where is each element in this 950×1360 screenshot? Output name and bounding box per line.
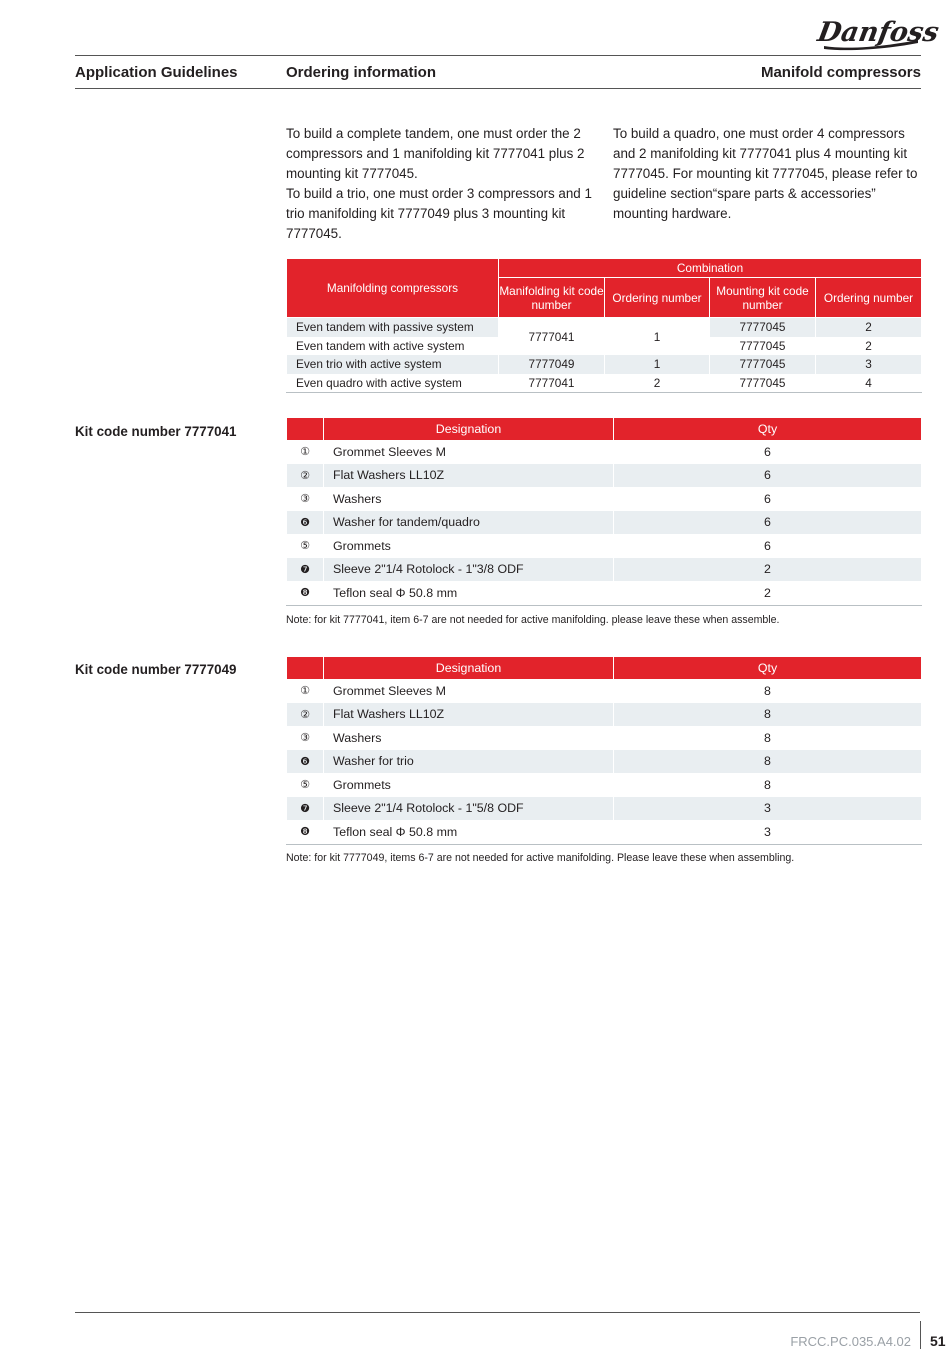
- table-row: [287, 440, 922, 464]
- item-designation: Washer for tandem/quadro: [324, 511, 614, 535]
- kit1-title: Kit code number 7777041: [75, 424, 237, 439]
- mounting-kit-cell: 7777045: [710, 337, 816, 356]
- item-designation: Flat Washers LL10Z: [324, 464, 614, 488]
- item-designation: Sleeve 2"1/4 Rotolock - 1"3/8 ODF: [324, 558, 614, 582]
- footer-rule: [75, 1312, 920, 1313]
- item-designation: Washers: [324, 726, 614, 750]
- table-row: [287, 679, 922, 703]
- kit1-note: Note: for kit 7777041, item 6-7 are not needed for active manifolding. please leave these when assemble.: [286, 614, 780, 626]
- ordering-number-cell: 1: [605, 355, 710, 374]
- mounting-kit-cell: 7777045: [710, 318, 816, 337]
- kit-code-cell: 7777049: [499, 355, 605, 374]
- table-row: [287, 464, 922, 488]
- table-row: [287, 487, 922, 511]
- header-bottom-rule: [75, 88, 921, 89]
- item-qty: 8: [614, 703, 922, 727]
- item-number: ③: [287, 726, 324, 750]
- table-row: [287, 511, 922, 535]
- item-number: ❽: [287, 581, 324, 605]
- kit2-title: Kit code number 7777049: [75, 662, 237, 677]
- kit1-header-row: [287, 418, 922, 440]
- table-row: [287, 703, 922, 727]
- designation-header: Designation: [324, 657, 614, 679]
- item-number: ①: [287, 440, 324, 464]
- kit1-table: [286, 418, 922, 606]
- number-header: [287, 657, 324, 679]
- table-row: [287, 581, 922, 605]
- intro-tandem-text: To build a complete tandem, one must order the 2 compressors and 1 manifolding kit 7777041 plus 2 mounting kit 7777045.: [286, 126, 585, 181]
- mounting-ordering-cell: 4: [816, 374, 922, 393]
- table-row: [287, 750, 922, 774]
- combination-label: Even trio with active system: [287, 355, 499, 374]
- item-qty: 2: [614, 558, 922, 582]
- kit2-table: [286, 657, 922, 845]
- item-qty: 8: [614, 750, 922, 774]
- item-designation: Teflon seal Φ 50.8 mm: [324, 820, 614, 844]
- number-header: [287, 418, 324, 440]
- mounting-kit-cell: 7777045: [710, 374, 816, 393]
- item-qty: 8: [614, 679, 922, 703]
- item-number: ❼: [287, 558, 324, 582]
- item-designation: Sleeve 2"1/4 Rotolock - 1"5/8 ODF: [324, 797, 614, 821]
- item-qty: 6: [614, 511, 922, 535]
- intro-trio-text: To build a trio, one must order 3 compressors and 1 trio manifolding kit 7777049 plus 3 mounting kit 7777045.: [286, 186, 592, 241]
- mounting-ordering-header: Ordering number: [816, 278, 922, 318]
- manifolding-compressors-header: Manifolding compressors: [287, 259, 499, 318]
- table-row: [287, 558, 922, 582]
- item-qty: 3: [614, 820, 922, 844]
- header-top-rule: [75, 55, 921, 56]
- footer-divider: [920, 1321, 921, 1349]
- kit-code-cell: 7777041: [499, 374, 605, 393]
- item-designation: Washer for trio: [324, 750, 614, 774]
- combination-label: Even tandem with active system: [287, 337, 499, 356]
- item-designation: Washers: [324, 487, 614, 511]
- item-designation: Flat Washers LL10Z: [324, 703, 614, 727]
- item-number: ❽: [287, 820, 324, 844]
- item-qty: 8: [614, 773, 922, 797]
- item-number: ③: [287, 487, 324, 511]
- ordering-number-header: Ordering number: [605, 278, 710, 318]
- mounting-ordering-cell: 3: [816, 355, 922, 374]
- combination-label: Even tandem with passive system: [287, 318, 499, 337]
- header-topic-title: Ordering information: [286, 64, 436, 81]
- footer-doc-code: FRCC.PC.035.A4.02: [790, 1334, 911, 1349]
- ordering-number-cell: 2: [605, 374, 710, 393]
- item-number: ❼: [287, 797, 324, 821]
- ordering-number-cell: 1: [605, 318, 710, 356]
- table-row: [287, 355, 922, 374]
- page-number: 51: [930, 1333, 946, 1349]
- table-row: [287, 726, 922, 750]
- kit-code-cell: 7777041: [499, 318, 605, 356]
- table-row: [287, 820, 922, 844]
- item-qty: 6: [614, 440, 922, 464]
- qty-header: Qty: [614, 657, 922, 679]
- combination-table: [286, 258, 922, 393]
- combination-header-row: [287, 259, 922, 278]
- mounting-ordering-cell: 2: [816, 318, 922, 337]
- header-product-title: Manifold compressors: [760, 64, 921, 81]
- table-row: [287, 318, 922, 337]
- item-designation: Grommet Sleeves M: [324, 440, 614, 464]
- table-row: [287, 773, 922, 797]
- item-qty: 2: [614, 581, 922, 605]
- item-number: ②: [287, 703, 324, 727]
- item-designation: Grommets: [324, 534, 614, 558]
- item-designation: Teflon seal Φ 50.8 mm: [324, 581, 614, 605]
- combination-label: Even quadro with active system: [287, 374, 499, 393]
- table-row: [287, 797, 922, 821]
- item-qty: 6: [614, 534, 922, 558]
- item-number: ②: [287, 464, 324, 488]
- danfoss-logo: [815, 10, 942, 52]
- kit2-header-row: [287, 657, 922, 679]
- qty-header: Qty: [614, 418, 922, 440]
- mounting-kit-cell: 7777045: [710, 355, 816, 374]
- item-qty: 6: [614, 464, 922, 488]
- item-number: ❻: [287, 750, 324, 774]
- item-qty: 8: [614, 726, 922, 750]
- combination-header: Combination: [499, 259, 922, 278]
- designation-header: Designation: [324, 418, 614, 440]
- item-qty: 6: [614, 487, 922, 511]
- item-number: ⑤: [287, 773, 324, 797]
- kit2-note: Note: for kit 7777049, items 6-7 are not needed for active manifolding. Please leave these when assembling.: [286, 852, 795, 864]
- item-qty: 3: [614, 797, 922, 821]
- table-row: [287, 534, 922, 558]
- intro-right-column: [613, 124, 921, 224]
- intro-left-column: [286, 124, 598, 244]
- header-section-title: Application Guidelines: [75, 64, 238, 81]
- item-number: ①: [287, 679, 324, 703]
- table-row: [287, 374, 922, 393]
- kit-code-header: Manifolding kit code number: [499, 278, 605, 318]
- svg-text:Danfoss: Danfoss: [815, 16, 942, 48]
- item-designation: Grommets: [324, 773, 614, 797]
- item-number: ❻: [287, 511, 324, 535]
- item-designation: Grommet Sleeves M: [324, 679, 614, 703]
- mounting-ordering-cell: 2: [816, 337, 922, 356]
- item-number: ⑤: [287, 534, 324, 558]
- mounting-kit-header: Mounting kit code number: [710, 278, 816, 318]
- intro-quadro-text: To build a quadro, one must order 4 compressors and 2 manifolding kit 7777041 plus 4 mounting kit 7777045. For mounting kit 7777045, please refer to guideline section“spare parts & accessories” mounting hardware.: [613, 126, 918, 221]
